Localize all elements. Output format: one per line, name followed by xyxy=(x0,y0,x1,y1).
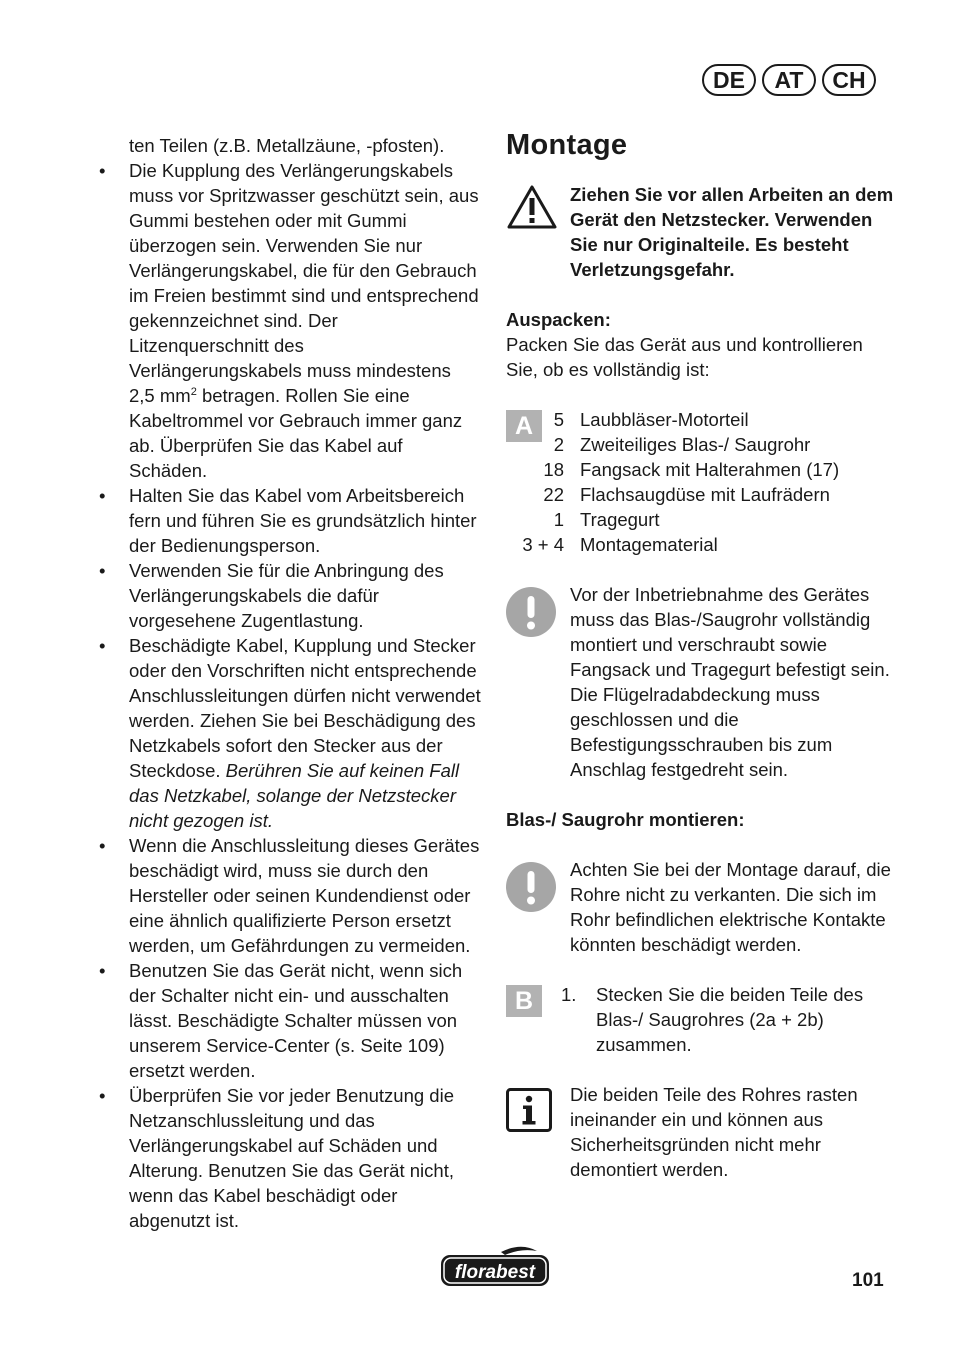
parts-row xyxy=(506,432,896,457)
assembly-step xyxy=(506,982,896,1057)
unpacking-text: Packen Sie das Gerät aus und kontrollieren Sie, ob es vollständig ist: xyxy=(506,334,863,380)
note-box xyxy=(506,582,896,782)
note-text: Vor der Inbetriebnahme des Gerätes muss das Blas-/Saugrohr vollständig montiert und verschraubt sowie Fangsack und Tragegurt befestigt sein. Die Flügelradabdeckung muss geschlossen und die Befestigungsschrauben bis zum Anschlag festgedreht sein. xyxy=(570,584,890,780)
exclamation-icon xyxy=(506,587,556,643)
unpacking-section xyxy=(506,307,896,382)
bullet-italic-text: Berühren Sie auf keinen Fall das Netzkabel, solange der Netzstecker nicht gezogen ist. xyxy=(129,760,460,831)
bullet-text: Die Kupplung des Verlängerungskabels muss vor Spritzwasser geschützt sein, aus Gummi bestehen oder mit Gummi überzogen sein. Verwenden Sie nur Verlängerungskabel, die für den Gebrauch im Freien bestimmt sind und entsprechend gekennzeichnet sind. Der Litzenquerschnitt des Verlängerungskabels muss mindestens 2,5 mm xyxy=(129,160,479,406)
country-badge-ch: CH xyxy=(822,64,876,96)
superscript: 2 xyxy=(190,385,197,398)
exclamation-icon xyxy=(506,862,556,918)
country-badge-at: AT xyxy=(762,64,816,96)
tube-heading: Blas-/ Saugrohr montieren: xyxy=(506,809,745,830)
info-icon xyxy=(506,1088,552,1138)
part-name: Laubbläser-Motorteil xyxy=(580,409,749,430)
bullet-item xyxy=(96,158,481,483)
step-number: 1. xyxy=(561,984,577,1005)
note-text: Achten Sie bei der Montage darauf, die Rohre nicht zu verkanten. Die sich im Rohr befindlichen elektrische Kontakte könnten beschädigt werden. xyxy=(570,859,891,955)
bullet-text: Halten Sie das Kabel vom Arbeitsbereich fern und führen Sie es grundsätzlich hinter der Bedienungsperson. xyxy=(129,485,477,556)
bullet-item xyxy=(96,633,481,833)
parts-row xyxy=(506,407,896,432)
bullet-text: Beschädigte Kabel, Kupplung und Stecker oder den Vorschriften nicht entsprechende Anschlussleitungen dürfen nicht verwendet werden. Ziehen Sie bei Beschädigung des Netzkabels sofort den Stecker aus der Steckdose. xyxy=(129,635,481,781)
unpacking-heading: Auspacken: xyxy=(506,309,611,330)
country-badges xyxy=(702,64,876,96)
parts-row xyxy=(506,507,896,532)
note-box xyxy=(506,857,896,957)
part-number: 5 xyxy=(553,409,564,430)
part-name: Zweiteiliges Blas-/ Saugrohr xyxy=(580,434,811,455)
right-column xyxy=(506,128,896,1182)
bullet-item xyxy=(96,958,481,1083)
figure-label-b: B xyxy=(506,985,542,1017)
info-text: Die beiden Teile des Rohres rasten ineinander ein und können aus Sicherheitsgründen nicht mehr demontiert werden. xyxy=(570,1084,858,1180)
part-name: Fangsack mit Halterahmen (17) xyxy=(580,459,840,480)
bullet-item xyxy=(96,558,481,633)
part-number: 18 xyxy=(543,459,564,480)
bullet-item xyxy=(96,1083,481,1233)
parts-row xyxy=(506,457,896,482)
step-text: Stecken Sie die beiden Teile des Blas-/ Saugrohres (2a + 2b) zusammen. xyxy=(596,984,864,1055)
left-column xyxy=(96,133,481,1233)
florabest-logo xyxy=(439,1245,551,1294)
continuation-text: ten Teilen (z.B. Metallzäune, -pfosten). xyxy=(129,135,445,156)
section-title: Montage xyxy=(506,129,628,161)
bullet-text: Verwenden Sie für die Anbringung des Verlängerungskabels die dafür vorgesehene Zugentlastung. xyxy=(129,560,444,631)
part-name: Tragegurt xyxy=(580,509,660,530)
part-number: 22 xyxy=(543,484,564,505)
part-number: 2 xyxy=(553,434,564,455)
bullet-item xyxy=(96,483,481,558)
part-number: 1 xyxy=(553,509,564,530)
bullet-text-after: betragen. Rollen Sie eine Kabeltrommel vor Gebrauch immer ganz ab. Überprüfen Sie das Kabel auf Schäden. xyxy=(129,385,463,481)
figure-label-a: A xyxy=(506,410,542,442)
part-number: 3 + 4 xyxy=(522,534,564,555)
brand-text: florabest xyxy=(454,1262,536,1283)
parts-row xyxy=(506,482,896,507)
country-badge-de: DE xyxy=(702,64,756,96)
warning-triangle-icon xyxy=(506,184,558,236)
bullet-text: Wenn die Anschlussleitung dieses Gerätes beschädigt wird, muss sie durch den Hersteller oder seinen Kundendienst oder eine ähnlich qualifizierte Person ersetzt werden, um Gefährdungen zu vermeiden. xyxy=(129,835,480,956)
warning-text: Ziehen Sie vor allen Arbeiten an dem Gerät den Netzstecker. Verwenden Sie nur Originalteile. Es besteht Verletzungsgefahr. xyxy=(570,184,894,280)
part-name: Montagematerial xyxy=(580,534,718,555)
warning-box xyxy=(506,182,896,282)
info-box xyxy=(506,1082,896,1182)
bullet-text: Benutzen Sie das Gerät nicht, wenn sich der Schalter nicht ein- und ausschalten lässt. Beschädigte Schalter müssen von unserem Service-Center (s. Seite 109) ersetzt werden. xyxy=(129,960,463,1081)
bullet-item xyxy=(96,833,481,958)
parts-row xyxy=(506,532,896,557)
part-name: Flachsaugdüse mit Laufrädern xyxy=(580,484,830,505)
bullet-text: Überprüfen Sie vor jeder Benutzung die Netzanschlussleitung und das Verlängerungskabel auf Schäden und Alterung. Benutzen Sie das Gerät nicht, wenn das Kabel beschädigt oder abgenutzt ist. xyxy=(129,1085,454,1231)
page-number: 101 xyxy=(852,1270,884,1291)
parts-list xyxy=(506,407,896,557)
